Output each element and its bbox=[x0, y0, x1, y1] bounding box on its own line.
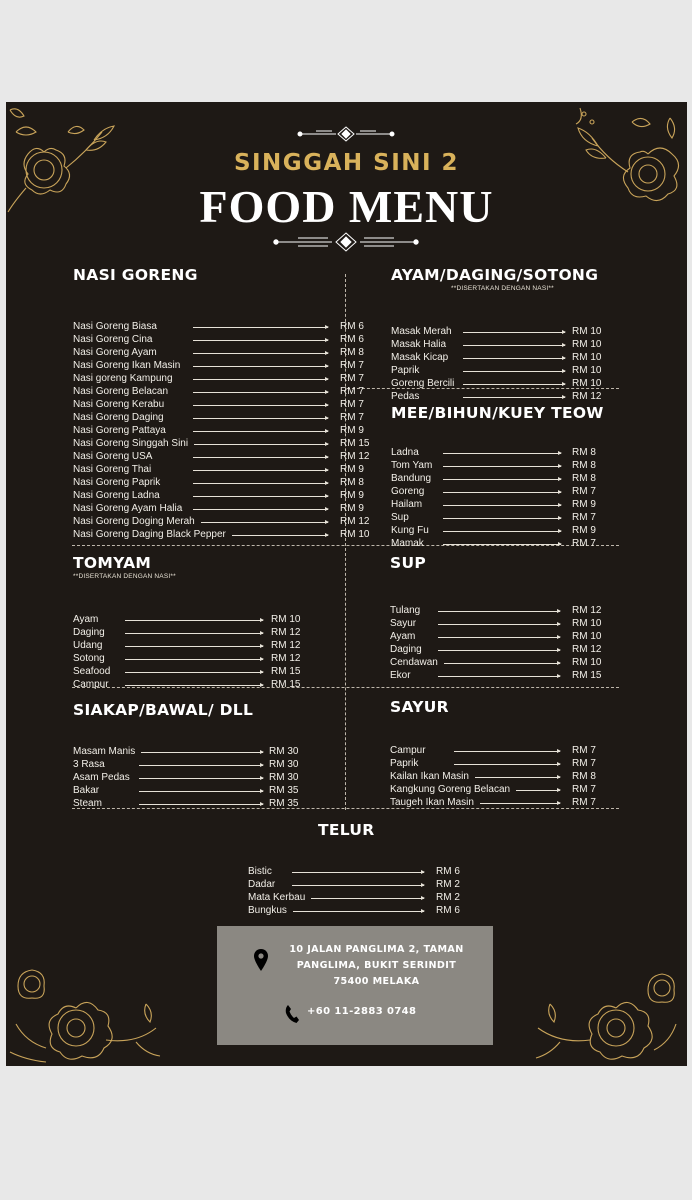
menu-item-price: RM 8 bbox=[572, 460, 596, 471]
menu-item-price: RM 30 bbox=[269, 772, 299, 783]
arrow-right-icon bbox=[141, 752, 263, 753]
arrow-right-icon bbox=[139, 804, 263, 805]
menu-item-name: Steam bbox=[73, 798, 102, 809]
menu-item-price: RM 10 bbox=[572, 657, 602, 668]
menu-item bbox=[73, 746, 309, 759]
menu-item-price: RM 10 bbox=[572, 365, 602, 376]
menu-item-price: RM 12 bbox=[271, 653, 301, 664]
menu-item bbox=[390, 797, 612, 810]
section-note: **DISERTAKAN DENGAN NASI** bbox=[451, 285, 554, 292]
menu-item bbox=[73, 640, 311, 653]
menu-item-price: RM 9 bbox=[340, 425, 364, 436]
menu-item-name: Hailam bbox=[391, 499, 423, 510]
menu-item-price: RM 35 bbox=[269, 785, 299, 796]
arrow-right-icon bbox=[193, 457, 328, 458]
menu-item bbox=[73, 321, 380, 334]
menu-item-price: RM 12 bbox=[340, 516, 370, 527]
menu-item-name: Nasi Goreng Belacan bbox=[73, 386, 169, 397]
menu-item-price: RM 6 bbox=[436, 866, 460, 877]
section-sup bbox=[390, 554, 602, 681]
menu-item-name: Mamak bbox=[391, 538, 424, 549]
menu-item bbox=[73, 679, 311, 692]
menu-item-price: RM 8 bbox=[340, 477, 364, 488]
menu-item bbox=[73, 653, 311, 666]
menu-item bbox=[73, 399, 380, 412]
menu-item bbox=[391, 486, 612, 499]
menu-item-price: RM 10 bbox=[572, 378, 602, 389]
section-mee-bihun-kuey-teow bbox=[391, 404, 604, 549]
menu-item-name: Sayur bbox=[390, 618, 417, 629]
menu-item bbox=[390, 605, 612, 618]
menu-item-price: RM 6 bbox=[340, 321, 364, 332]
menu-item-price: RM 12 bbox=[340, 451, 370, 462]
phone-number: +60 11-2883 0748 bbox=[307, 1006, 417, 1017]
menu-item bbox=[73, 438, 380, 451]
menu-item bbox=[390, 670, 612, 683]
section-sayur bbox=[390, 698, 596, 808]
arrow-right-icon bbox=[475, 777, 560, 778]
menu-item bbox=[73, 360, 380, 373]
menu-item-price: RM 15 bbox=[271, 666, 301, 677]
menu-item bbox=[391, 473, 612, 486]
menu-item bbox=[73, 334, 380, 347]
header-divider-top-icon bbox=[296, 126, 396, 142]
menu-item-name: Nasi Goreng Thai bbox=[73, 464, 152, 475]
menu-item-price: RM 10 bbox=[572, 352, 602, 363]
menu-item-name: Campur bbox=[390, 745, 426, 756]
section-title: AYAM/DAGING/SOTONG bbox=[391, 266, 599, 284]
menu-item-name: Bistic bbox=[248, 866, 272, 877]
menu-item-name: Sup bbox=[391, 512, 409, 523]
menu-item-name: Goreng Bercili bbox=[391, 378, 455, 389]
section-title: MEE/BIHUN/KUEY TEOW bbox=[391, 404, 604, 422]
menu-item-price: RM 15 bbox=[271, 679, 301, 690]
restaurant-name: SINGGAH SINI 2 bbox=[233, 150, 460, 176]
menu-item-price: RM 30 bbox=[269, 746, 299, 757]
menu-item-name: Goreng bbox=[391, 486, 425, 497]
menu-item bbox=[391, 460, 612, 473]
menu-item bbox=[391, 378, 612, 391]
arrow-right-icon bbox=[125, 685, 263, 686]
arrow-right-icon bbox=[438, 676, 560, 677]
menu-item-price: RM 12 bbox=[572, 605, 602, 616]
arrow-right-icon bbox=[193, 483, 328, 484]
menu-item bbox=[390, 631, 612, 644]
menu-item bbox=[391, 365, 612, 378]
arrow-right-icon bbox=[193, 509, 328, 510]
menu-item-name: Nasi Goreng Ikan Masin bbox=[73, 360, 181, 371]
menu-item-name: Ayam bbox=[390, 631, 416, 642]
arrow-right-icon bbox=[438, 650, 560, 651]
arrow-right-icon bbox=[463, 371, 565, 372]
menu-item-price: RM 2 bbox=[436, 892, 460, 903]
arrow-right-icon bbox=[438, 637, 560, 638]
arrow-right-icon bbox=[139, 765, 263, 766]
menu-item bbox=[391, 538, 612, 551]
menu-item bbox=[73, 529, 380, 542]
section-title: NASI GORENG bbox=[73, 266, 198, 284]
menu-item-price: RM 15 bbox=[340, 438, 370, 449]
menu-item-price: RM 7 bbox=[572, 797, 596, 808]
menu-item-name: Masak Kicap bbox=[391, 352, 449, 363]
arrow-right-icon bbox=[194, 444, 328, 445]
arrow-right-icon bbox=[125, 659, 263, 660]
menu-item-name: Nasi Goreng Biasa bbox=[73, 321, 157, 332]
menu-item bbox=[73, 464, 380, 477]
arrow-right-icon bbox=[292, 885, 424, 886]
menu-item-price: RM 8 bbox=[340, 347, 364, 358]
menu-item-name: Kangkung Goreng Belacan bbox=[390, 784, 511, 795]
menu-item bbox=[248, 866, 476, 879]
section-title: SIAKAP/BAWAL/ DLL bbox=[73, 701, 254, 719]
arrow-right-icon bbox=[232, 535, 328, 536]
menu-item-name: Nasi Goreng Cina bbox=[73, 334, 153, 345]
section-tomyam bbox=[73, 554, 301, 690]
menu-item-name: Nasi Goreng Daging Black Pepper bbox=[73, 529, 226, 540]
menu-item-name: Bakar bbox=[73, 785, 100, 796]
menu-item-price: RM 7 bbox=[572, 784, 596, 795]
arrow-right-icon bbox=[444, 663, 560, 664]
menu-item-price: RM 2 bbox=[436, 879, 460, 890]
arrow-right-icon bbox=[125, 620, 263, 621]
menu-item-price: RM 7 bbox=[572, 538, 596, 549]
menu-item-price: RM 30 bbox=[269, 759, 299, 770]
arrow-right-icon bbox=[438, 624, 560, 625]
menu-item-price: RM 10 bbox=[572, 339, 602, 350]
arrow-right-icon bbox=[292, 872, 424, 873]
menu-item-name: Masak Halia bbox=[391, 339, 447, 350]
section-ayam-daging-sotong bbox=[391, 266, 602, 402]
menu-item bbox=[73, 516, 380, 529]
menu-item-price: RM 6 bbox=[340, 334, 364, 345]
menu-item-name: Paprik bbox=[391, 365, 420, 376]
arrow-right-icon bbox=[443, 492, 561, 493]
arrow-right-icon bbox=[443, 518, 561, 519]
menu-item-price: RM 9 bbox=[572, 499, 596, 510]
section-title: SAYUR bbox=[390, 698, 449, 716]
arrow-right-icon bbox=[125, 646, 263, 647]
arrow-right-icon bbox=[193, 379, 328, 380]
arrow-right-icon bbox=[293, 911, 424, 912]
menu-item bbox=[391, 512, 612, 525]
menu-item bbox=[73, 347, 380, 360]
menu-item-price: RM 7 bbox=[572, 486, 596, 497]
arrow-right-icon bbox=[454, 751, 560, 752]
arrow-right-icon bbox=[193, 405, 328, 406]
menu-item-name: Daging bbox=[390, 644, 422, 655]
menu-item bbox=[391, 352, 612, 365]
menu-item-price: RM 7 bbox=[340, 412, 364, 423]
menu-item-name: Tulang bbox=[390, 605, 421, 616]
menu-item-price: RM 12 bbox=[271, 640, 301, 651]
menu-item-name: Udang bbox=[73, 640, 103, 651]
menu-item-price: RM 10 bbox=[340, 529, 370, 540]
section-title: TELUR bbox=[318, 821, 375, 839]
menu-item-name: Nasi Goreng Doging Merah bbox=[73, 516, 195, 527]
menu-item-name: Campur bbox=[73, 679, 109, 690]
section-telur bbox=[248, 821, 460, 916]
floral-ornament-bottom-left-icon bbox=[6, 964, 166, 1066]
header-divider-bottom-icon bbox=[272, 232, 420, 252]
menu-item bbox=[73, 666, 311, 679]
menu-item bbox=[391, 339, 612, 352]
menu-item-price: RM 10 bbox=[572, 326, 602, 337]
menu-item bbox=[248, 905, 476, 918]
page-title: FOOD MENU bbox=[199, 181, 494, 232]
menu-item bbox=[73, 386, 380, 399]
menu-item-price: RM 10 bbox=[572, 618, 602, 629]
menu-item bbox=[73, 425, 380, 438]
menu-item-price: RM 10 bbox=[572, 631, 602, 642]
menu-item bbox=[73, 772, 309, 785]
menu-item-price: RM 12 bbox=[572, 644, 602, 655]
menu-item bbox=[391, 391, 612, 404]
menu-item-name: Nasi Goreng Pattaya bbox=[73, 425, 166, 436]
menu-page bbox=[6, 102, 687, 1066]
arrow-right-icon bbox=[311, 898, 424, 899]
menu-item-price: RM 9 bbox=[340, 490, 364, 501]
section-title: TOMYAM bbox=[73, 554, 152, 572]
menu-item bbox=[73, 412, 380, 425]
menu-item-price: RM 10 bbox=[271, 614, 301, 625]
arrow-right-icon bbox=[193, 470, 328, 471]
menu-item-name: Ayam bbox=[73, 614, 99, 625]
menu-item bbox=[73, 798, 309, 811]
location-pin-icon bbox=[254, 949, 268, 971]
menu-item-price: RM 35 bbox=[269, 798, 299, 809]
menu-item-name: Nasi Goreng USA bbox=[73, 451, 153, 462]
menu-item-price: RM 7 bbox=[340, 386, 364, 397]
arrow-right-icon bbox=[193, 496, 328, 497]
arrow-right-icon bbox=[443, 479, 561, 480]
arrow-right-icon bbox=[193, 392, 328, 393]
menu-item-price: RM 15 bbox=[572, 670, 602, 681]
arrow-right-icon bbox=[139, 778, 263, 779]
menu-item-name: Masam Manis bbox=[73, 746, 136, 757]
menu-item-price: RM 7 bbox=[572, 745, 596, 756]
menu-item-name: Cendawan bbox=[390, 657, 438, 668]
menu-item bbox=[248, 879, 476, 892]
menu-item bbox=[390, 758, 612, 771]
menu-item bbox=[391, 525, 612, 538]
address bbox=[269, 942, 484, 990]
menu-item bbox=[73, 614, 311, 627]
section-nasi-goreng bbox=[73, 266, 370, 540]
menu-item-name: Ladna bbox=[391, 447, 419, 458]
arrow-right-icon bbox=[443, 505, 561, 506]
menu-item bbox=[73, 759, 309, 772]
menu-item-name: Nasi Goreng Ayam Halia bbox=[73, 503, 183, 514]
arrow-right-icon bbox=[201, 522, 328, 523]
menu-item bbox=[391, 499, 612, 512]
arrow-right-icon bbox=[125, 672, 263, 673]
arrow-right-icon bbox=[139, 791, 263, 792]
contact-box bbox=[217, 926, 493, 1045]
menu-item-name: Mata Kerbau bbox=[248, 892, 306, 903]
arrow-right-icon bbox=[463, 384, 565, 385]
menu-item-price: RM 8 bbox=[572, 447, 596, 458]
menu-item-name: Daging bbox=[73, 627, 105, 638]
menu-item-price: RM 7 bbox=[572, 758, 596, 769]
menu-item bbox=[73, 490, 380, 503]
menu-item-name: Nasi Goreng Paprik bbox=[73, 477, 161, 488]
floral-ornament-bottom-right-icon bbox=[530, 964, 687, 1066]
arrow-right-icon bbox=[463, 345, 565, 346]
menu-item-price: RM 6 bbox=[436, 905, 460, 916]
menu-item bbox=[390, 745, 612, 758]
menu-item-name: Dadar bbox=[248, 879, 276, 890]
menu-item-name: Bandung bbox=[391, 473, 432, 484]
arrow-right-icon bbox=[443, 544, 561, 545]
arrow-right-icon bbox=[463, 332, 565, 333]
menu-item-name: Nasi goreng Kampung bbox=[73, 373, 173, 384]
menu-item-price: RM 7 bbox=[340, 373, 364, 384]
menu-item bbox=[73, 503, 380, 516]
menu-item-name: Sotong bbox=[73, 653, 105, 664]
arrow-right-icon bbox=[463, 397, 565, 398]
address-line: PANGLIMA, BUKIT SERINDIT bbox=[296, 960, 457, 971]
menu-item bbox=[73, 477, 380, 490]
menu-item bbox=[73, 627, 311, 640]
menu-item-price: RM 7 bbox=[340, 360, 364, 371]
menu-item bbox=[391, 326, 612, 339]
arrow-right-icon bbox=[454, 764, 560, 765]
arrow-right-icon bbox=[193, 353, 328, 354]
menu-item bbox=[390, 644, 612, 657]
arrow-right-icon bbox=[193, 418, 328, 419]
menu-item-name: Seafood bbox=[73, 666, 111, 677]
menu-item-price: RM 9 bbox=[572, 525, 596, 536]
phone-icon bbox=[285, 1005, 299, 1023]
section-title: SUP bbox=[390, 554, 427, 572]
menu-item-name: Ekor bbox=[390, 670, 411, 681]
menu-item bbox=[390, 784, 612, 797]
menu-item bbox=[73, 785, 309, 798]
menu-item-name: Paprik bbox=[390, 758, 419, 769]
menu-item-name: 3 Rasa bbox=[73, 759, 105, 770]
menu-item-price: RM 12 bbox=[572, 391, 602, 402]
arrow-right-icon bbox=[463, 358, 565, 359]
menu-item-name: Nasi Goreng Singgah Sini bbox=[73, 438, 189, 449]
menu-item-name: Nasi Goreng Daging bbox=[73, 412, 164, 423]
arrow-right-icon bbox=[193, 340, 328, 341]
menu-item-name: Tom Yam bbox=[391, 460, 433, 471]
menu-item-name: Nasi Goreng Kerabu bbox=[73, 399, 165, 410]
menu-item-price: RM 7 bbox=[340, 399, 364, 410]
menu-item bbox=[390, 657, 612, 670]
arrow-right-icon bbox=[125, 633, 263, 634]
menu-item-name: Asam Pedas bbox=[73, 772, 130, 783]
menu-item-price: RM 9 bbox=[340, 464, 364, 475]
menu-item-name: Nasi Goreng Ladna bbox=[73, 490, 160, 501]
menu-item-name: Kung Fu bbox=[391, 525, 429, 536]
arrow-right-icon bbox=[443, 466, 561, 467]
arrow-right-icon bbox=[480, 803, 560, 804]
menu-item-name: Bungkus bbox=[248, 905, 287, 916]
menu-item bbox=[73, 373, 380, 386]
arrow-right-icon bbox=[443, 453, 561, 454]
arrow-right-icon bbox=[193, 327, 328, 328]
address-line: 75400 MELAKA bbox=[333, 976, 420, 987]
menu-item-name: Kailan Ikan Masin bbox=[390, 771, 469, 782]
section-note: **DISERTAKAN DENGAN NASI** bbox=[73, 573, 176, 580]
menu-item-name: Taugeh Ikan Masin bbox=[390, 797, 474, 808]
menu-item bbox=[390, 771, 612, 784]
menu-item bbox=[73, 451, 380, 464]
section-siakap-bawal bbox=[73, 701, 299, 809]
address-line: 10 JALAN PANGLIMA 2, TAMAN bbox=[289, 944, 464, 955]
menu-item-price: RM 9 bbox=[340, 503, 364, 514]
arrow-right-icon bbox=[516, 790, 560, 791]
arrow-right-icon bbox=[443, 531, 561, 532]
menu-item-price: RM 12 bbox=[271, 627, 301, 638]
arrow-right-icon bbox=[193, 366, 328, 367]
menu-item bbox=[390, 618, 612, 631]
arrow-right-icon bbox=[438, 611, 560, 612]
menu-item-name: Pedas bbox=[391, 391, 420, 402]
menu-item bbox=[248, 892, 476, 905]
menu-item-name: Nasi Goreng Ayam bbox=[73, 347, 157, 358]
menu-item-price: RM 8 bbox=[572, 473, 596, 484]
arrow-right-icon bbox=[193, 431, 328, 432]
menu-item-price: RM 8 bbox=[572, 771, 596, 782]
menu-item-name: Masak Merah bbox=[391, 326, 452, 337]
menu-item bbox=[391, 447, 612, 460]
menu-item-price: RM 7 bbox=[572, 512, 596, 523]
